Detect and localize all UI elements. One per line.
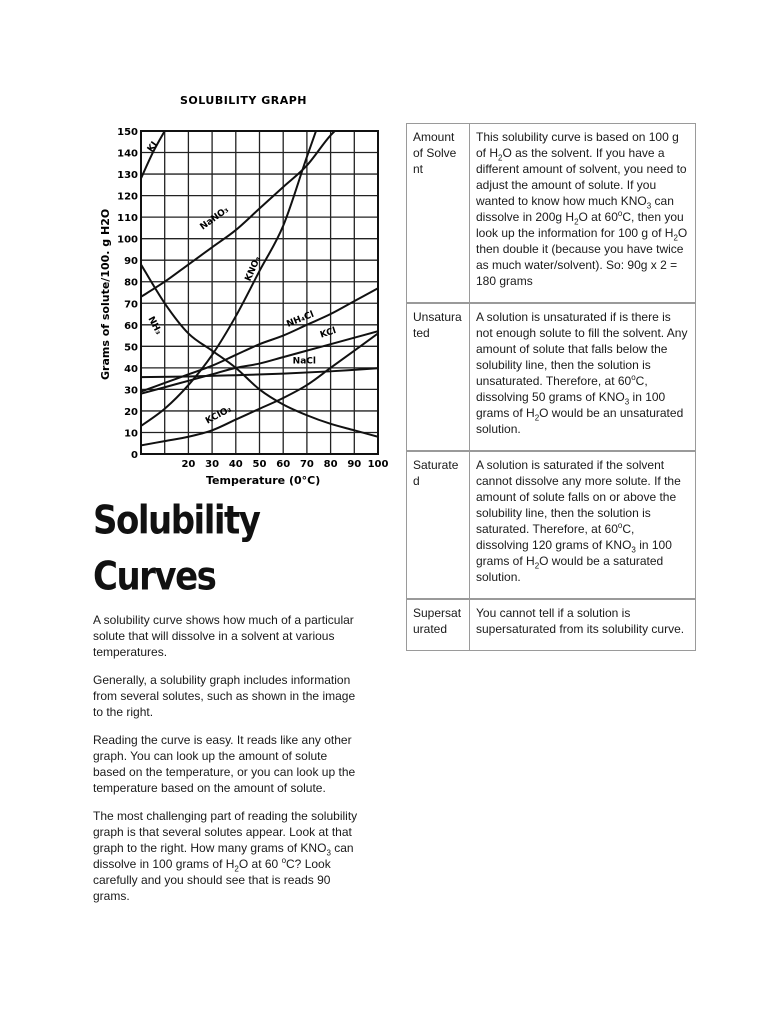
page-title [93,493,323,605]
solubility-graph-svg [88,80,388,490]
y-tick-label: 20 [124,406,138,418]
definition-cell: A solution is unsaturated if is there is not enough solute to fill the solvent. Any amount of solute that falls below the solubility line, then the solution is unsaturated. Therefore, at 60$^o$C, dissolving 50 grams of $KNO_3$ in 100 grams of $H_2O$ would be an unsaturated solution. [470,303,696,451]
y-tick-label: 90 [124,256,138,268]
table-row [407,599,696,651]
curve-ki [141,131,165,178]
x-tick-label: 40 [228,459,243,470]
x-tick-label: 60 [276,459,291,470]
curve-label-kno3: KNO₃ [243,255,264,283]
x-tick-label: 100 [367,459,388,470]
paragraph: The most challenging part of reading the solubility graph is that several solutes appear. Look at that graph to the right. How many grams of $KNO_3$ can dissolve in 100 grams of $H_2O$ at 60 $^o$C? Look carefully and you should see that is reads 90 grams. [93,809,358,903]
paragraph: Generally, a solubility graph includes information from several solutes, such as shown in the image to the right. [93,673,356,719]
y-tick-label: 120 [117,191,138,203]
y-axis-label: Grams of solute/100. g H2O [99,208,112,380]
y-tick-label: 60 [124,320,138,332]
term-cell: Amount of Solvent [407,124,470,304]
y-tick-label: 150 [117,127,138,138]
y-tick-label: 80 [124,277,138,289]
y-tick-label: 110 [117,213,138,225]
term-cell: Unsaturated [407,303,470,451]
y-tick-label: 100 [117,234,138,246]
table-row [407,451,696,599]
curve-label-kcl: KCl [318,326,338,341]
curve-label-nano3: NaNO₃ [198,205,231,233]
page-title-line-1: Solubility [93,498,260,544]
y-tick-label: 0 [131,450,138,461]
definition-cell: This solubility curve is based on 100 g of $H_2O$ as the solvent. If you have a different amount of solvent, you need to adjust the amount of solute. If you wanted to know how much $KNO_3$ can dissolve in 200g $H_2O$ at 60$^o$C, then you look up the information for 100 g of $H_2O$ then double it (because you have twice as much water/solvent). So: 90g x 2 = 180 grams [470,124,696,304]
definition-cell: A solution is saturated if the solvent cannot dissolve any more solute. If the amount of solute falls on or above the solubility line, then the solution is saturated. Therefore, at 60$^o$C, dissolving 120 grams of $KNO_3$ in 100 grams of $H_2O$ would be a saturated solution. [470,451,696,599]
x-tick-label: 30 [205,459,220,470]
curve-label-ki: KI [145,140,161,155]
definition-cell: You cannot tell if a solution is supersaturated from its solubility curve. [470,599,696,651]
x-tick-label: 90 [347,459,362,470]
intro-text [93,612,358,916]
solubility-graph [88,80,388,490]
curve-label-nh4cl: NH₄Cl [285,309,316,330]
term-cell: Supersaturated [407,599,470,651]
curve-label-nh3: NH₃ [145,315,164,337]
y-tick-label: 40 [124,363,138,375]
definitions-table [406,123,696,651]
y-tick-label: 50 [124,342,138,354]
chart-title: SOLUBILITY GRAPH [180,94,307,107]
paragraph: Reading the curve is easy. It reads like any other graph. You can look up the amount of solute based on the temperature, or you can look up the temperature based on the amount of solute. [93,733,356,795]
x-axis-label: Temperature (0°C) [206,474,321,487]
x-tick-label: 80 [323,459,338,470]
table-row [407,124,696,304]
y-tick-label: 30 [124,385,138,397]
y-tick-label: 10 [124,428,138,440]
x-tick-label: 70 [299,459,314,470]
y-tick-label: 70 [124,299,138,311]
table-row [407,303,696,451]
curve-label-kclo3: KClO₃ [204,404,234,427]
curve-label-nacl: NaCl [292,356,316,367]
paragraph: A solubility curve shows how much of a particular solute that will dissolve in a solvent at various temperatures. [93,613,354,659]
x-tick-label: 20 [181,459,196,470]
term-cell: Saturated [407,451,470,599]
x-tick-label: 50 [252,459,267,470]
y-tick-label: 130 [117,170,138,182]
page-title-line-2: Curves [93,554,216,600]
y-tick-label: 140 [117,148,138,160]
